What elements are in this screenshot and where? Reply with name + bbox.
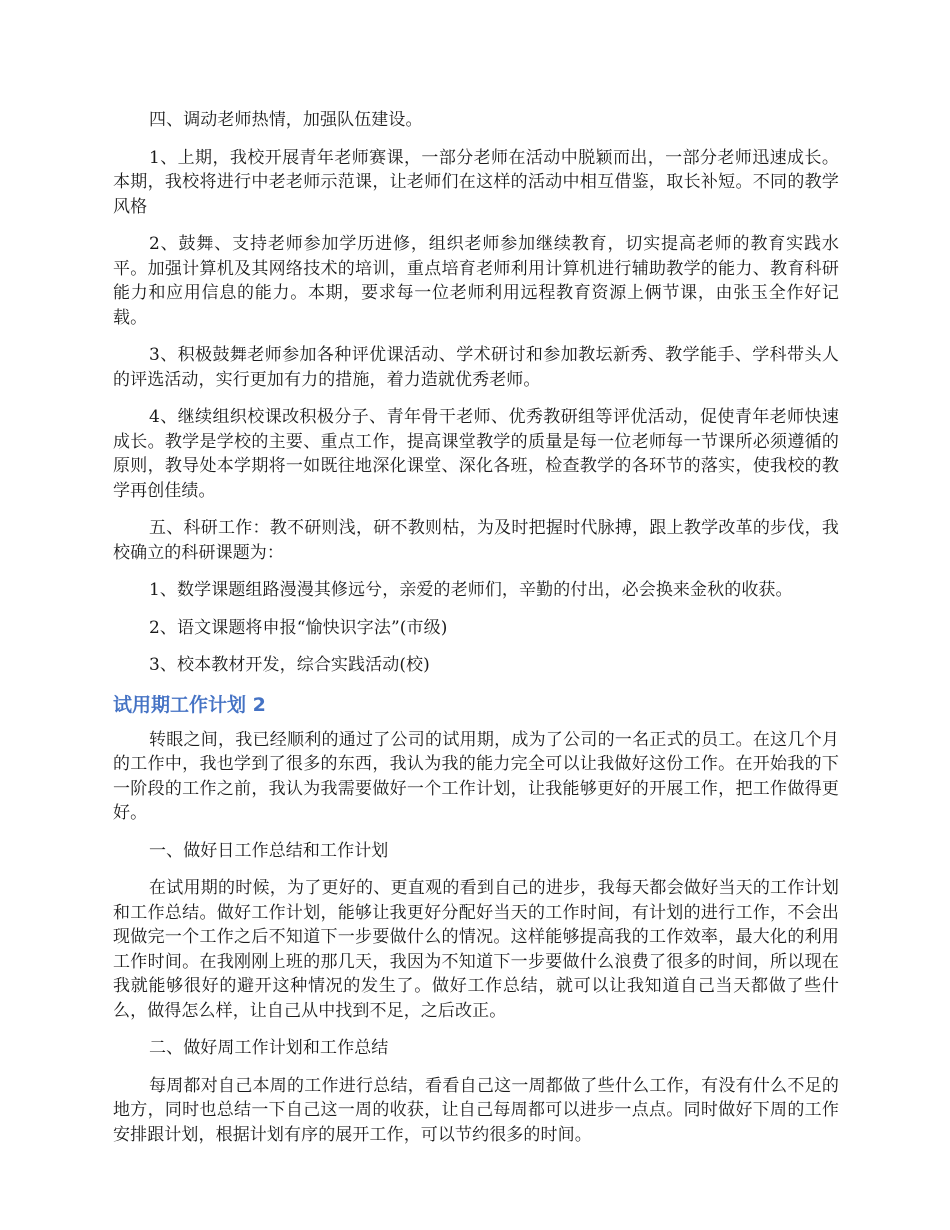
paragraph-weekly-plan-body: 每周都对自己本周的工作进行总结，看看自己这一周都做了些什么工作，有没有什么不足的地方，同时也总结一下自己这一周的收获，让自己每周都可以进步一点点。同时做好下周的工作安排跟计划，根据计划有序的展开工作，可以节约很多的时间。: [113, 1075, 839, 1145]
paragraph-young-teacher-contest: 1、上期，我校开展青年老师赛课，一部分老师在活动中脱颖而出，一部分老师迅速成长。本期，我校将进行中老老师示范课，让老师们在这样的活动中相互借鉴，取长补短。不同的教学风格: [113, 147, 839, 217]
paragraph-curriculum-reform: 4、继续组织校课改积极分子、青年骨干老师、优秀教研组等评优活动，促使青年老师快速成长。教学是学校的主要、重点工作，提高课堂教学的质量是每一位老师每一节课所必须遵循的原则，教导处本学期将一如既往地深化课堂、深化各班，检查教学的各环节的落实，使我校的教学再创佳绩。: [113, 407, 839, 501]
section-title-probation-plan-2: 试用期工作计划 2: [113, 693, 266, 716]
paragraph-research-work: 五、科研工作：教不研则浅，研不教则枯，为及时把握时代脉搏，跟上教学改革的步伐，我校确立的科研课题为：: [113, 518, 839, 563]
paragraph-daily-plan-body: 在试用期的时候，为了更好的、更直观的看到自己的进步，我每天都会做好当天的工作计划和工作总结。做好工作计划，能够让我更好分配好当天的工作时间，有计划的进行工作，不会出现做完一个工作之后不知道下一步要做什么的情况。这样能够提高我的工作效率，最大化的利用工作时间。在我刚刚上班的那几天，我因为不知道下一步要做什么浪费了很多的时间，所以现在我就能够很好的避开这种情况的发生了。做好工作总结，就可以让我知道自己当天都做了些什么，做得怎么样，让自己从中找到不足，之后改正。: [113, 878, 839, 1021]
paragraph-teacher-enthusiasm-heading: 四、调动老师热情，加强队伍建设。: [149, 110, 423, 130]
document-page: [113, 108, 839, 1160]
paragraph-further-education: 2、鼓舞、支持老师参加学历进修，组织老师参加继续教育，切实提高老师的教育实践水平。加强计算机及其网络技术的培训，重点培育老师利用计算机进行辅助教学的能力、教育科研能力和应用信息的能力。本期，要求每一位老师利用远程教育资源上俩节课，由张玉全作好记载。: [113, 234, 839, 328]
paragraph-school-textbook: 3、校本教材开发，综合实践活动(校): [149, 655, 430, 675]
paragraph-weekly-plan-heading: 二、做好周工作计划和工作总结: [149, 1038, 389, 1058]
paragraph-chinese-research-topic: 2、语文课题将申报“愉快识字法”(市级): [149, 617, 448, 638]
paragraph-math-research-topic: 1、数学课题组路漫漫其修远兮，亲爱的老师们，辛勤的付出，必会换来金秋的收获。: [149, 580, 793, 600]
paragraph-daily-plan-heading: 一、做好日工作总结和工作计划: [149, 840, 389, 861]
paragraph-probation-intro: 转眼之间，我已经顺利的通过了公司的试用期，成为了公司的一名正式的员工。在这几个月的工作中，我也学到了很多的东西，我认为我的能力完全可以让我做好这份工作。在开始我的下一阶段的工作之前，我认为我需要做好一个工作计划，让我能够更好的开展工作，把工作做得更好。: [113, 729, 839, 823]
paragraph-evaluation-activities: 3、积极鼓舞老师参加各种评优课活动、学术研讨和参加教坛新秀、教学能手、学科带头人的评选活动，实行更加有力的措施，着力造就优秀老师。: [113, 345, 839, 390]
